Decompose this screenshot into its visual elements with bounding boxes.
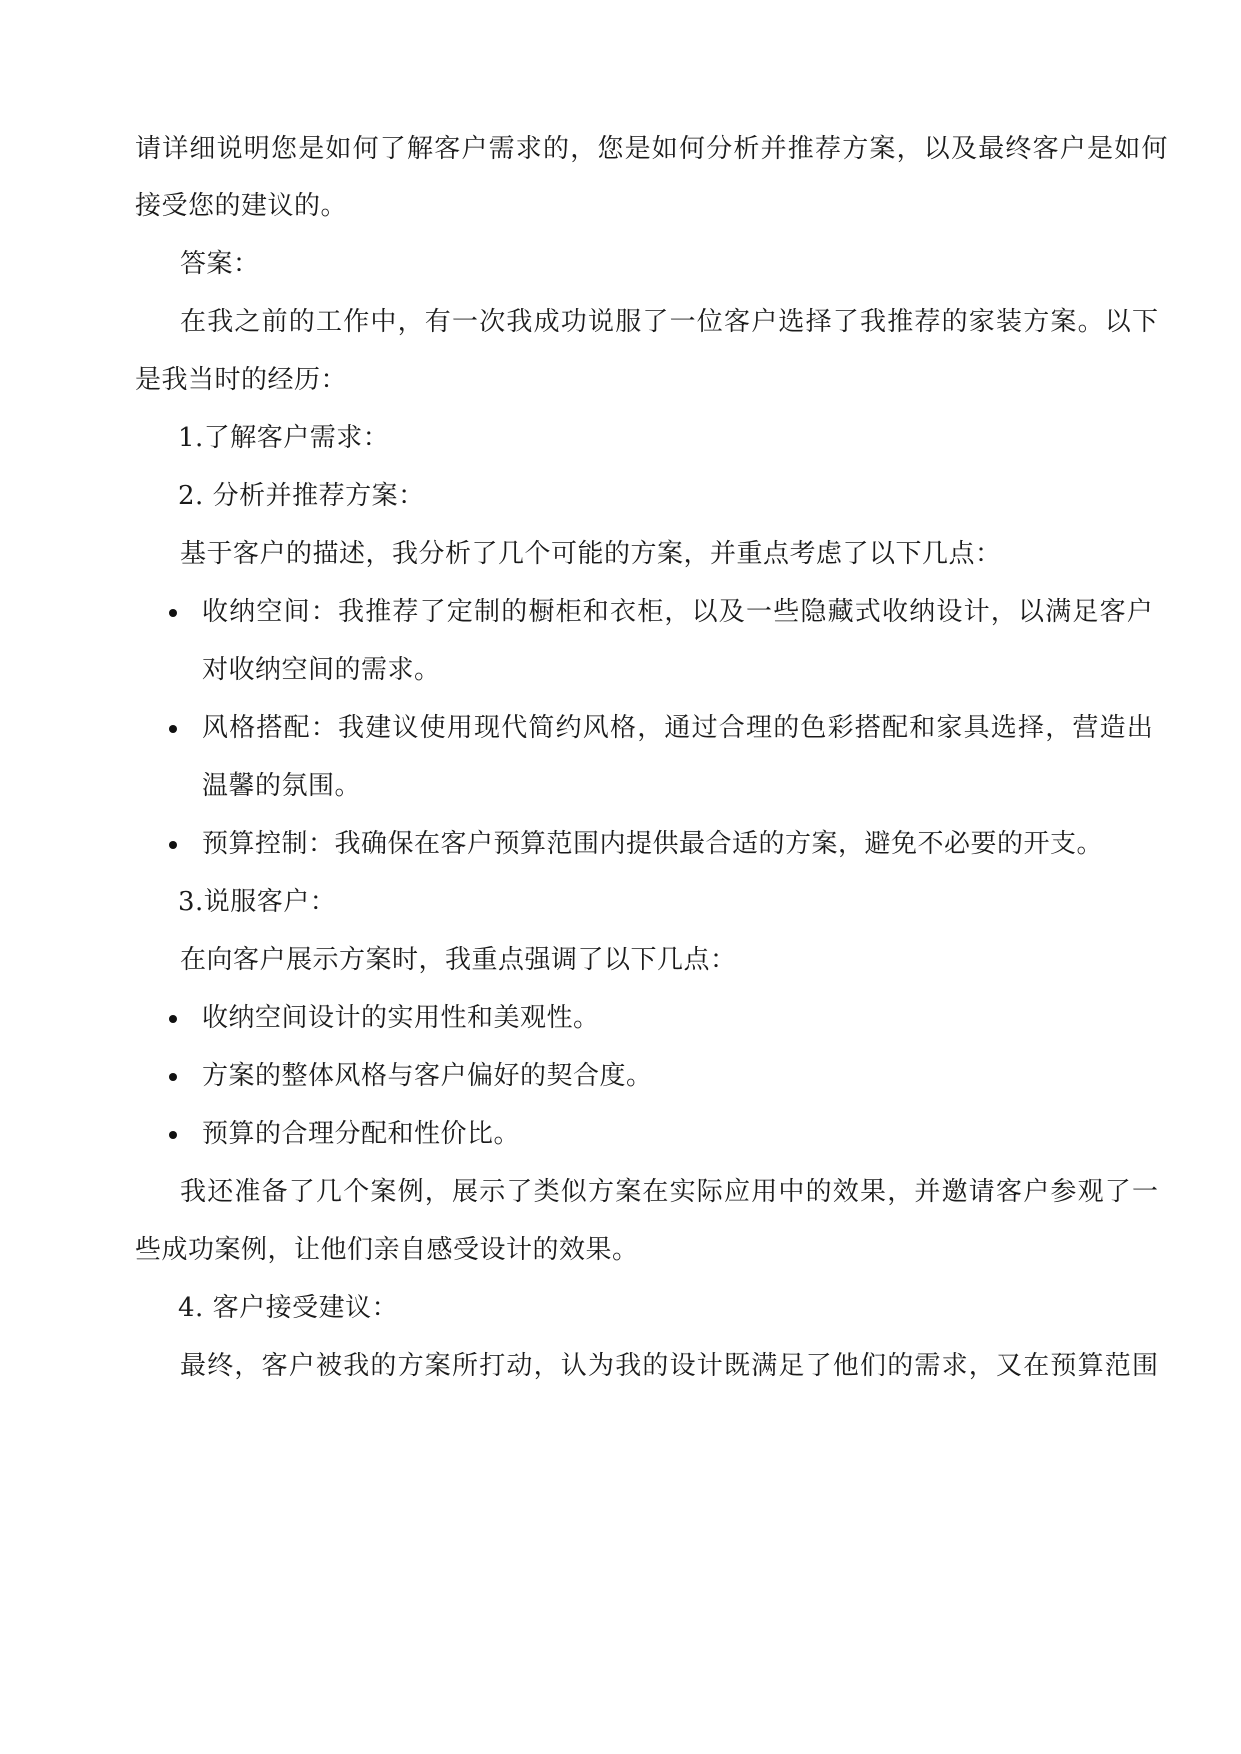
bullet-icon	[169, 841, 177, 849]
intro-line-2: 接受您的建议的。	[135, 191, 348, 221]
bullet-icon	[169, 609, 177, 617]
section-4-line-1: 最终，客户被我的方案所打动，认为我的设计既满足了他们的需求，又在预算范围	[180, 1351, 1160, 1381]
bullet-icon	[169, 1015, 177, 1023]
bullet-point-3: 预算的合理分配和性价比。	[202, 1119, 521, 1149]
intro-line-1: 请详细说明您是如何了解客户需求的，您是如何分析并推荐方案，以及最终客户是如何	[135, 134, 1169, 164]
bullet-point-2: 方案的整体风格与客户偏好的契合度。	[202, 1061, 653, 1091]
bullet-storage-line-2: 对收纳空间的需求。	[202, 655, 441, 685]
story-line-2: 是我当时的经历：	[135, 365, 348, 395]
story-line-1: 在我之前的工作中，有一次我成功说服了一位客户选择了我推荐的家装方案。以下	[180, 307, 1160, 337]
bullet-icon	[169, 1073, 177, 1081]
section-2-lead: 基于客户的描述，我分析了几个可能的方案，并重点考虑了以下几点：	[180, 539, 1002, 569]
section-3-lead: 在向客户展示方案时，我重点强调了以下几点：	[180, 945, 737, 975]
bullet-style-line-2: 温馨的氛围。	[202, 771, 362, 801]
bullet-storage-line-1: 收纳空间：我推荐了定制的橱柜和衣柜，以及一些隐藏式收纳设计，以满足客户	[202, 597, 1155, 627]
section-3-title: 3.说服客户：	[178, 887, 337, 917]
bullet-style-line-1: 风格搭配：我建议使用现代简约风格，通过合理的色彩搭配和家具选择，营造出	[202, 713, 1155, 743]
section-1-title: 1.了解客户需求：	[178, 423, 390, 453]
bullet-icon	[169, 725, 177, 733]
bullet-point-1: 收纳空间设计的实用性和美观性。	[202, 1003, 600, 1033]
section-2-title: 2. 分析并推荐方案：	[178, 481, 425, 511]
bullet-budget-line-1: 预算控制：我确保在客户预算范围内提供最合适的方案，避免不必要的开支。	[202, 829, 1104, 859]
cases-line-2: 些成功案例，让他们亲自感受设计的效果。	[135, 1235, 639, 1265]
section-4-title: 4. 客户接受建议：	[178, 1293, 399, 1323]
cases-line-1: 我还准备了几个案例，展示了类似方案在实际应用中的效果，并邀请客户参观了一	[180, 1177, 1160, 1207]
answer-label: 答案：	[180, 249, 260, 279]
bullet-icon	[169, 1131, 177, 1139]
